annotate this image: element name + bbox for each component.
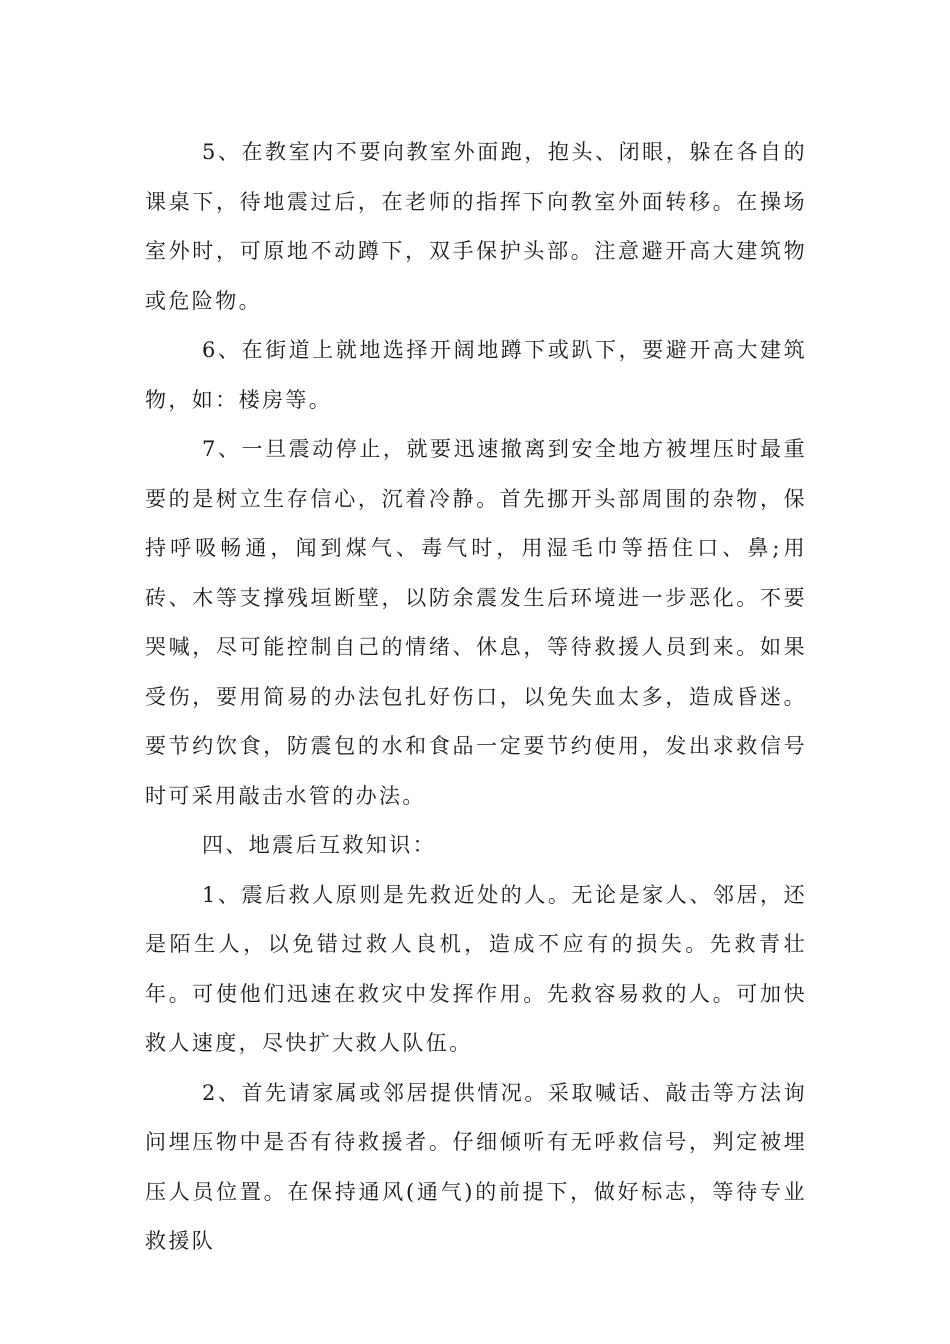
paragraph-item-6-street: 6、在街道上就地选择开阔地蹲下或趴下，要避开高大建筑物，如：楼房等。 <box>145 338 807 412</box>
paragraph-item-2-locate-victims: 2、首先请家属或邻居提供情况。采取喊话、敲击等方法询问埋压物中是否有待救援者。仔细倾听有无呼救信号，判定被埋压人员位置。在保持通风(通气)的前提下，做好标志，等待专业救援队 <box>145 1080 807 1253</box>
paragraph-item-7-after-shaking: 7、一旦震动停止，就要迅速撤离到安全地方被埋压时最重要的是树立生存信心，沉着冷静。首先挪开头部周围的杂物，保持呼吸畅通，闻到煤气、毒气时，用湿毛巾等捂住口、鼻;用砖、木等支撑残垣断壁，以防余震发生后环境进一步恶化。不要哭喊，尽可能控制自己的情绪、休息，等待救援人员到来。如果受伤，要用简易的办法包扎好伤口，以免失血太多，造成昏迷。要节约饮食，防震包的水和食品一定要节约使用，发出求救信号时可采用敲击水管的办法。 <box>145 437 807 808</box>
section-heading-mutual-rescue: 四、地震后互救知识： <box>202 833 436 857</box>
paragraph-item-5-classroom: 5、在教室内不要向教室外面跑，抱头、闭眼，躲在各自的课桌下，待地震过后，在老师的指挥下向教室外面转移。在操场室外时，可原地不动蹲下，双手保护头部。注意避开高大建筑物或危险物。 <box>145 140 807 313</box>
document-body <box>145 128 807 1267</box>
paragraph-item-1-rescue-principle: 1、震后救人原则是先救近处的人。无论是家人、邻居，还是陌生人，以免错过救人良机，造成不应有的损失。先救青壮年。可使他们迅速在救灾中发挥作用。先救容易救的人。可加快救人速度，尽快扩大救人队伍。 <box>145 882 807 1055</box>
